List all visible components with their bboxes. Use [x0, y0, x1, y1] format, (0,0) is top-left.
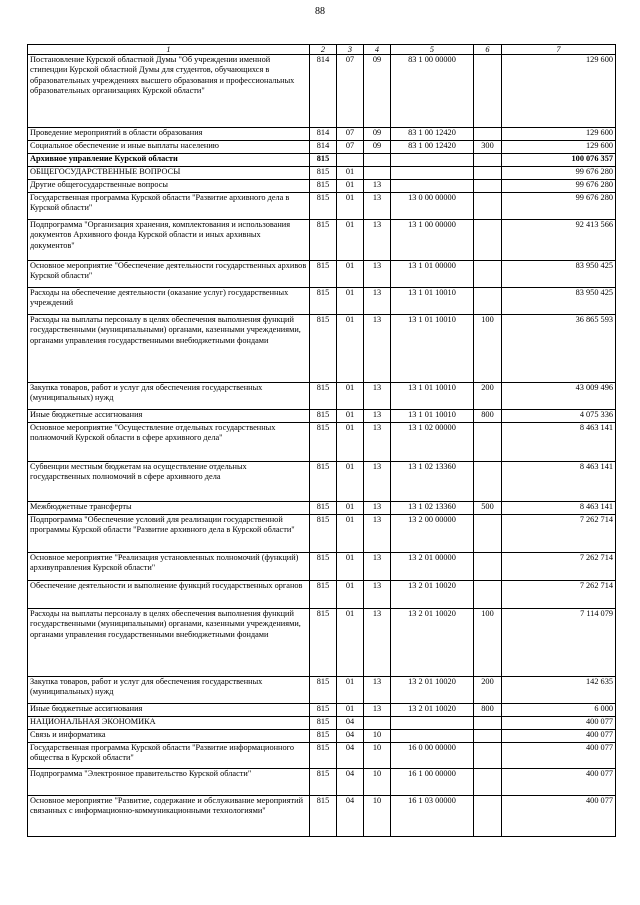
table-row: [28, 553, 616, 581]
row-subsection-cell: 13: [364, 410, 391, 423]
row-target-article-cell: 83 1 00 12420: [391, 128, 474, 141]
row-amount-cell: 400 077: [502, 717, 616, 730]
row-subsection-cell: [364, 154, 391, 167]
row-name-cell: Подпрограмма "Организация хранения, комплектования и использования документов Архивного фонда Курской области и иных архивных документов": [28, 220, 310, 261]
row-expense-type-cell: [474, 769, 502, 796]
table-row: [28, 609, 616, 677]
row-section-cell: 01: [337, 502, 364, 515]
row-amount-cell: 43 009 496: [502, 383, 616, 410]
row-name-cell: Обеспечение деятельности и выполнение функций государственных органов: [28, 581, 310, 609]
row-section-cell: 01: [337, 677, 364, 704]
row-expense-type-cell: [474, 730, 502, 743]
row-subsection-cell: 13: [364, 609, 391, 677]
row-target-article-cell: 13 1 01 10010: [391, 410, 474, 423]
row-name-cell: Закупка товаров, работ и услуг для обеспечения государственных (муниципальных) нужд: [28, 677, 310, 704]
row-name-cell: НАЦИОНАЛЬНАЯ ЭКОНОМИКА: [28, 717, 310, 730]
table-row: [28, 769, 616, 796]
row-amount-cell: 36 865 593: [502, 315, 616, 383]
row-admin-code-cell: 815: [310, 315, 337, 383]
row-amount-cell: 99 676 280: [502, 167, 616, 180]
row-target-article-cell: [391, 167, 474, 180]
row-amount-cell: 7 114 079: [502, 609, 616, 677]
row-admin-code-cell: 815: [310, 553, 337, 581]
row-admin-code-cell: 815: [310, 288, 337, 315]
row-subsection-cell: 13: [364, 220, 391, 261]
row-section-cell: 04: [337, 769, 364, 796]
row-name-cell: Другие общегосударственные вопросы: [28, 180, 310, 193]
row-admin-code-cell: 815: [310, 383, 337, 410]
row-expense-type-cell: [474, 717, 502, 730]
column-header: 7: [502, 45, 616, 55]
row-target-article-cell: 13 2 01 10020: [391, 609, 474, 677]
row-expense-type-cell: 800: [474, 410, 502, 423]
row-admin-code-cell: 815: [310, 410, 337, 423]
row-admin-code-cell: 815: [310, 609, 337, 677]
row-target-article-cell: 13 1 02 13360: [391, 462, 474, 502]
row-admin-code-cell: 815: [310, 717, 337, 730]
row-name-cell: Архивное управление Курской области: [28, 154, 310, 167]
row-subsection-cell: 13: [364, 502, 391, 515]
table-row: [28, 220, 616, 261]
row-target-article-cell: 13 1 01 10010: [391, 315, 474, 383]
row-target-article-cell: 13 0 00 00000: [391, 193, 474, 220]
row-name-cell: Государственная программа Курской области "Развитие архивного дела в Курской области": [28, 193, 310, 220]
row-expense-type-cell: 300: [474, 141, 502, 154]
table-row: [28, 410, 616, 423]
row-name-cell: Связь и информатика: [28, 730, 310, 743]
table-row: [28, 423, 616, 462]
row-name-cell: Расходы на обеспечение деятельности (оказание услуг) государственных учреждений: [28, 288, 310, 315]
row-name-cell: Субвенции местным бюджетам на осуществление отдельных государственных полномочий в сфере архивного дела: [28, 462, 310, 502]
row-section-cell: 01: [337, 220, 364, 261]
row-amount-cell: 4 075 336: [502, 410, 616, 423]
row-admin-code-cell: 814: [310, 141, 337, 154]
row-subsection-cell: 09: [364, 128, 391, 141]
table-row: [28, 515, 616, 553]
row-target-article-cell: 13 1 01 10010: [391, 383, 474, 410]
row-amount-cell: 400 077: [502, 730, 616, 743]
row-name-cell: Расходы на выплаты персоналу в целях обеспечения выполнения функций государственными (муниципальными) органами, казенными учреждениями, органами управления государственными внебюджетными фондами: [28, 315, 310, 383]
row-expense-type-cell: [474, 167, 502, 180]
column-header: 3: [337, 45, 364, 55]
row-subsection-cell: [364, 167, 391, 180]
row-section-cell: 01: [337, 609, 364, 677]
row-target-article-cell: 13 2 01 10020: [391, 581, 474, 609]
row-admin-code-cell: 814: [310, 55, 337, 128]
row-subsection-cell: 10: [364, 796, 391, 837]
column-header: 5: [391, 45, 474, 55]
row-subsection-cell: 10: [364, 743, 391, 769]
row-amount-cell: 129 600: [502, 128, 616, 141]
row-subsection-cell: 13: [364, 261, 391, 288]
row-amount-cell: 6 000: [502, 704, 616, 717]
row-admin-code-cell: 815: [310, 220, 337, 261]
row-expense-type-cell: [474, 128, 502, 141]
table-row: [28, 55, 616, 128]
row-amount-cell: 129 600: [502, 141, 616, 154]
row-amount-cell: 142 635: [502, 677, 616, 704]
row-name-cell: Основное мероприятие "Реализация установленных полномочий (функций) архивуправления Курской области": [28, 553, 310, 581]
row-admin-code-cell: 815: [310, 261, 337, 288]
row-admin-code-cell: 815: [310, 796, 337, 837]
row-admin-code-cell: 815: [310, 730, 337, 743]
row-expense-type-cell: [474, 55, 502, 128]
row-admin-code-cell: 815: [310, 743, 337, 769]
row-expense-type-cell: [474, 261, 502, 288]
row-target-article-cell: 13 2 00 00000: [391, 515, 474, 553]
row-admin-code-cell: 815: [310, 704, 337, 717]
row-expense-type-cell: 100: [474, 609, 502, 677]
row-expense-type-cell: [474, 796, 502, 837]
row-amount-cell: 8 463 141: [502, 423, 616, 462]
row-expense-type-cell: 500: [474, 502, 502, 515]
row-section-cell: 04: [337, 730, 364, 743]
row-name-cell: Проведение мероприятий в области образования: [28, 128, 310, 141]
row-subsection-cell: 13: [364, 677, 391, 704]
row-name-cell: Иные бюджетные ассигнования: [28, 704, 310, 717]
row-subsection-cell: 13: [364, 315, 391, 383]
row-target-article-cell: 13 1 02 00000: [391, 423, 474, 462]
row-name-cell: Межбюджетные трансферты: [28, 502, 310, 515]
row-section-cell: 01: [337, 193, 364, 220]
row-target-article-cell: 16 0 00 00000: [391, 743, 474, 769]
row-target-article-cell: 13 2 01 00000: [391, 553, 474, 581]
row-admin-code-cell: 815: [310, 423, 337, 462]
row-expense-type-cell: [474, 193, 502, 220]
table-row: [28, 502, 616, 515]
table-row: [28, 288, 616, 315]
row-section-cell: 01: [337, 553, 364, 581]
row-amount-cell: 83 950 425: [502, 261, 616, 288]
row-section-cell: 01: [337, 167, 364, 180]
row-target-article-cell: [391, 180, 474, 193]
row-target-article-cell: 13 1 01 00000: [391, 261, 474, 288]
row-amount-cell: 129 600: [502, 55, 616, 128]
row-amount-cell: 7 262 714: [502, 515, 616, 553]
row-name-cell: Государственная программа Курской области "Развитие информационного общества в Курской области": [28, 743, 310, 769]
row-expense-type-cell: [474, 581, 502, 609]
row-target-article-cell: 16 1 03 00000: [391, 796, 474, 837]
row-subsection-cell: 13: [364, 180, 391, 193]
row-expense-type-cell: [474, 288, 502, 315]
row-admin-code-cell: 815: [310, 167, 337, 180]
row-target-article-cell: 13 1 01 10010: [391, 288, 474, 315]
row-admin-code-cell: 815: [310, 502, 337, 515]
table-row: [28, 704, 616, 717]
row-section-cell: 04: [337, 796, 364, 837]
row-admin-code-cell: 815: [310, 581, 337, 609]
row-section-cell: 04: [337, 717, 364, 730]
row-name-cell: Расходы на выплаты персоналу в целях обеспечения выполнения функций государственными (муниципальными) органами, казенными учреждениями, органами управления государственными внебюджетными фондами: [28, 609, 310, 677]
row-target-article-cell: [391, 717, 474, 730]
row-admin-code-cell: 815: [310, 154, 337, 167]
table-row: [28, 180, 616, 193]
row-target-article-cell: 13 1 00 00000: [391, 220, 474, 261]
row-section-cell: 01: [337, 581, 364, 609]
row-amount-cell: 400 077: [502, 769, 616, 796]
row-admin-code-cell: 815: [310, 515, 337, 553]
row-name-cell: Основное мероприятие "Обеспечение деятельности государственных архивов Курской области": [28, 261, 310, 288]
table-row: [28, 462, 616, 502]
row-subsection-cell: 09: [364, 55, 391, 128]
row-name-cell: Социальное обеспечение и иные выплаты населению: [28, 141, 310, 154]
table-row: [28, 141, 616, 154]
row-name-cell: Постановление Курской областной Думы "Об учреждении именной стипендии Курской областной Думы для студентов, обучающихся в образовательных учреждениях высшего образования и профессиональных образовательных организациях Курской области": [28, 55, 310, 128]
row-expense-type-cell: [474, 462, 502, 502]
row-target-article-cell: 83 1 00 00000: [391, 55, 474, 128]
row-name-cell: Основное мероприятие "Развитие, содержание и обслуживание мероприятий связанных с информационно-коммуникационными технологиями": [28, 796, 310, 837]
row-section-cell: 07: [337, 55, 364, 128]
row-section-cell: 01: [337, 180, 364, 193]
column-header: 6: [474, 45, 502, 55]
row-target-article-cell: 13 1 02 13360: [391, 502, 474, 515]
budget-table: [27, 44, 616, 837]
table-row: [28, 677, 616, 704]
row-section-cell: 01: [337, 261, 364, 288]
row-subsection-cell: 13: [364, 553, 391, 581]
row-subsection-cell: [364, 717, 391, 730]
row-name-cell: ОБЩЕГОСУДАРСТВЕННЫЕ ВОПРОСЫ: [28, 167, 310, 180]
row-admin-code-cell: 815: [310, 769, 337, 796]
page-number: 88: [315, 6, 325, 17]
row-section-cell: 01: [337, 704, 364, 717]
table-header-row: [28, 45, 616, 55]
row-subsection-cell: 13: [364, 423, 391, 462]
row-section-cell: 07: [337, 141, 364, 154]
row-subsection-cell: 13: [364, 581, 391, 609]
row-admin-code-cell: 815: [310, 677, 337, 704]
row-expense-type-cell: [474, 423, 502, 462]
row-expense-type-cell: [474, 180, 502, 193]
row-expense-type-cell: 200: [474, 677, 502, 704]
row-expense-type-cell: [474, 515, 502, 553]
column-header: 2: [310, 45, 337, 55]
row-section-cell: 01: [337, 423, 364, 462]
table-row: [28, 128, 616, 141]
row-subsection-cell: 13: [364, 383, 391, 410]
row-subsection-cell: 13: [364, 193, 391, 220]
row-name-cell: Иные бюджетные ассигнования: [28, 410, 310, 423]
row-amount-cell: 99 676 280: [502, 180, 616, 193]
row-expense-type-cell: 100: [474, 315, 502, 383]
table-row: [28, 730, 616, 743]
table-row: [28, 743, 616, 769]
row-section-cell: 07: [337, 128, 364, 141]
row-subsection-cell: 13: [364, 515, 391, 553]
row-amount-cell: 92 413 566: [502, 220, 616, 261]
row-section-cell: 01: [337, 383, 364, 410]
row-subsection-cell: 13: [364, 462, 391, 502]
table-row: [28, 581, 616, 609]
row-section-cell: 04: [337, 743, 364, 769]
column-header: 4: [364, 45, 391, 55]
row-amount-cell: 83 950 425: [502, 288, 616, 315]
row-amount-cell: 7 262 714: [502, 581, 616, 609]
row-expense-type-cell: 200: [474, 383, 502, 410]
row-section-cell: 01: [337, 315, 364, 383]
column-header: 1: [28, 45, 310, 55]
row-admin-code-cell: 815: [310, 180, 337, 193]
row-name-cell: Подпрограмма "Обеспечение условий для реализации государственной программы Курской области "Развитие архивного дела в Курской области": [28, 515, 310, 553]
row-name-cell: Основное мероприятие "Осуществление отдельных государственных полномочий Курской области в сфере архивного дела": [28, 423, 310, 462]
table-row: [28, 261, 616, 288]
row-target-article-cell: 13 2 01 10020: [391, 677, 474, 704]
row-subsection-cell: 13: [364, 288, 391, 315]
row-section-cell: 01: [337, 410, 364, 423]
row-section-cell: 01: [337, 462, 364, 502]
row-name-cell: Подпрограмма "Электронное правительство Курской области": [28, 769, 310, 796]
row-subsection-cell: 10: [364, 769, 391, 796]
table-row: [28, 717, 616, 730]
table-row: [28, 383, 616, 410]
row-target-article-cell: [391, 154, 474, 167]
table-body: [28, 55, 616, 837]
row-amount-cell: 8 463 141: [502, 462, 616, 502]
row-amount-cell: 7 262 714: [502, 553, 616, 581]
row-subsection-cell: 09: [364, 141, 391, 154]
row-target-article-cell: 16 1 00 00000: [391, 769, 474, 796]
table-row: [28, 167, 616, 180]
row-name-cell: Закупка товаров, работ и услуг для обеспечения государственных (муниципальных) нужд: [28, 383, 310, 410]
table-row: [28, 796, 616, 837]
row-expense-type-cell: [474, 154, 502, 167]
row-expense-type-cell: [474, 220, 502, 261]
row-amount-cell: 99 676 280: [502, 193, 616, 220]
table-row: [28, 154, 616, 167]
row-admin-code-cell: 815: [310, 193, 337, 220]
row-expense-type-cell: 800: [474, 704, 502, 717]
row-admin-code-cell: 815: [310, 462, 337, 502]
row-section-cell: 01: [337, 515, 364, 553]
row-amount-cell: 400 077: [502, 743, 616, 769]
row-target-article-cell: 83 1 00 12420: [391, 141, 474, 154]
table-row: [28, 315, 616, 383]
row-admin-code-cell: 814: [310, 128, 337, 141]
row-expense-type-cell: [474, 553, 502, 581]
row-target-article-cell: 13 2 01 10020: [391, 704, 474, 717]
row-section-cell: [337, 154, 364, 167]
table-row: [28, 193, 616, 220]
row-section-cell: 01: [337, 288, 364, 315]
row-subsection-cell: 13: [364, 704, 391, 717]
row-amount-cell: 8 463 141: [502, 502, 616, 515]
row-subsection-cell: 10: [364, 730, 391, 743]
row-target-article-cell: [391, 730, 474, 743]
row-amount-cell: 400 077: [502, 796, 616, 837]
row-expense-type-cell: [474, 743, 502, 769]
row-amount-cell: 100 076 357: [502, 154, 616, 167]
